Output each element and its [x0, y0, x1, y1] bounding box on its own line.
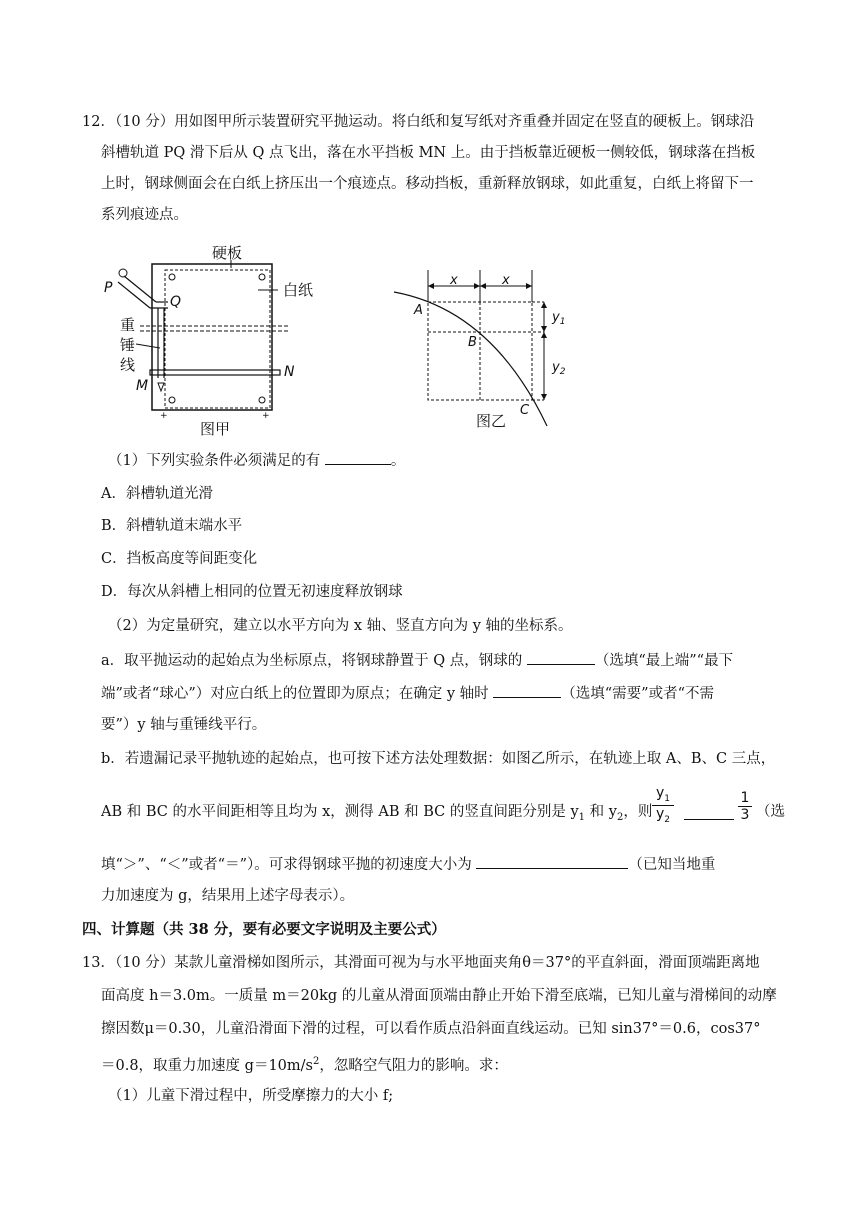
option-c: C．挡板高度等间距变化	[101, 551, 258, 567]
option-a: A．斜槽轨道光滑	[101, 486, 213, 502]
answer-blank-5[interactable]	[476, 854, 628, 869]
fig-yi-label-x2: x	[502, 273, 510, 288]
answer-blank-2[interactable]	[527, 650, 595, 665]
option-d: D．每次从斜槽上相同的位置无初速度释放钢球	[101, 584, 403, 600]
option-b: B．斜槽轨道末端水平	[101, 518, 243, 534]
q12-line-4: 系列痕迹点。	[101, 207, 188, 223]
q12-b-line1: b．若遗漏记录平抛轨迹的起始点，也可按下述方法处理数据：如图乙所示，在轨迹上取 A、B、C 三点，	[101, 751, 776, 767]
q12-b-line2-tail: （选	[756, 804, 785, 820]
q13-line-2: 面高度 h＝3.0m。一质量 m＝20kg 的儿童从滑面顶端由静止开始下滑至底端，已知儿童与滑梯间的动摩	[101, 988, 777, 1004]
answer-blank-3[interactable]	[493, 683, 561, 698]
fig-yi-label-c: C	[520, 403, 530, 418]
fig-jia-caption: 图甲	[200, 420, 231, 438]
fig-jia-label-p: P	[104, 280, 113, 296]
fig-yi-label-y1: y	[552, 310, 560, 325]
fig-yi-label-y2: y	[552, 360, 560, 375]
fig-jia-label-q: Q	[170, 294, 182, 310]
fig-yi-label-b: B	[468, 335, 477, 350]
fraction-one-third: $\frac{1}{3}$	[738, 790, 752, 823]
figure-jia	[100, 238, 330, 438]
fig-jia-label-chui: 锤	[120, 336, 136, 354]
q13-line-3: 擦因数μ＝0.30，儿童沿滑面下滑的过程，可以看作质点沿斜面直线运动。已知 sin37°＝0.6，cos37°	[101, 1021, 761, 1037]
q13-part1: （1）儿童下滑过程中，所受摩擦力的大小 f;	[108, 1088, 394, 1104]
q13-line-4: ＝0.8，取重力加速度 $g=10m/s^2$，忽略空气阻力的影响。求：	[101, 1056, 508, 1074]
answer-blank-4[interactable]	[684, 805, 734, 820]
svg-text:+: +	[160, 411, 168, 421]
fraction-y1-y2: $\frac{y_1}{y_2}$	[652, 785, 674, 825]
q12-line-1: 12．（10 分）用如图甲所示装置研究平抛运动。将白纸和复写纸对齐重叠并固定在竖直的硬板上。钢球沿	[82, 114, 755, 130]
q12-part2: （2）为定量研究，建立以水平方向为 x 轴、竖直方向为 y 轴的坐标系。	[108, 618, 573, 634]
fig-yi-label-a: A	[414, 303, 423, 318]
fig-yi-caption: 图乙	[476, 412, 507, 430]
q12-line-2: 斜槽轨道 PQ 滑下后从 Q 点飞出，落在水平挡板 MN 上。由于挡板靠近硬板一侧较低，钢球落在挡板	[101, 145, 756, 161]
fig-jia-label-n: N	[284, 364, 295, 380]
fig-jia-top-label: 硬板	[212, 244, 243, 262]
svg-text:+: +	[262, 411, 270, 421]
q12-a-line2: 端”或者“球心”）对应白纸上的位置即为原点；在确定 y 轴时 （选填“需要”或者“不需	[101, 683, 714, 704]
fig-jia-label-m: M	[136, 378, 149, 394]
q12-part1: （1）下列实验条件必须满足的有 。	[108, 450, 405, 471]
fig-jia-label-xian: 线	[120, 356, 136, 374]
svg-text:y2: $y_2$	[552, 360, 566, 377]
q12-b-line4: 力加速度为 g，结果用上述字母表示）。	[101, 888, 355, 904]
q12-b-line2: AB 和 BC 的水平间距相等且均为 x，测得 AB 和 BC 的竖直间距分别是 $y_1$ 和 $y_2$，则	[101, 804, 653, 823]
figure-yi	[392, 270, 582, 430]
q13-line-1: 13．（10 分）某款儿童滑梯如图所示，其滑面可视为与水平地面夹角θ＝37°的平直斜面，滑面顶端距离地	[82, 955, 760, 971]
answer-blank-1[interactable]	[325, 450, 391, 465]
q12-b-line3: 填“＞”、“＜”或者“＝”）。可求得钢球平抛的初速度大小为 （已知当地重	[101, 854, 715, 875]
section-4-heading: 四、计算题（共 38 分，要有必要文字说明及主要公式）	[82, 921, 446, 938]
q12-a-line1: a．取平抛运动的起始点为坐标原点，将钢球静置于 Q 点，钢球的 （选填“最上端”“最下	[101, 650, 733, 671]
fig-jia-paper-label: 白纸	[283, 281, 314, 299]
svg-text:y1: $y_1$	[552, 310, 566, 327]
q12-line-3: 上时，钢球侧面会在白纸上挤压出一个痕迹点。移动挡板，重新释放钢球，如此重复，白纸上将留下一	[101, 176, 754, 192]
q12-a-line3: 要”）y 轴与重锤线平行。	[101, 717, 267, 733]
fig-yi-label-x1: x	[450, 273, 458, 288]
fig-jia-label-zhong: 重	[120, 316, 136, 334]
